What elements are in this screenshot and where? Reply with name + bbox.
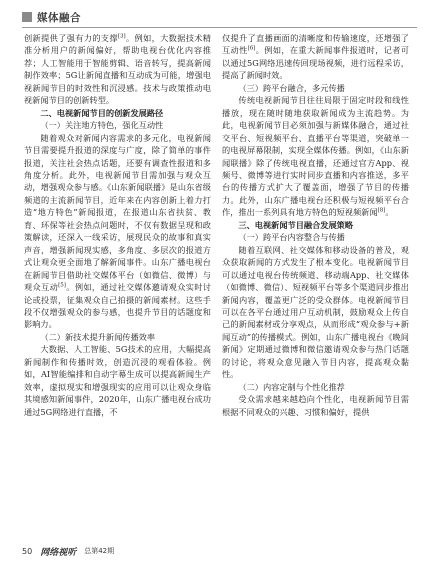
page-number: 50: [22, 546, 33, 556]
subsection-heading: （一）关注地方特色，强化互动性: [40, 120, 164, 131]
citation-ref: [6]: [247, 45, 256, 52]
page-header: [0, 0, 427, 28]
page-footer: [22, 544, 114, 558]
citation-ref: [8]: [377, 207, 386, 214]
left-column: [24, 32, 211, 418]
paragraph: 传统电视新闻节目往往局限于固定时段和线性播放，现在随时随地获取新闻成为主流趋势。为此，电视新闻节目必须加强与新媒体融合，通过社交平台、短视频平台、直播平台等渠道，突破单一的电视屏幕限制，实现全媒体传播。例如，《山东新闻联播》除了传统电视直播，还通过官方App、视频号、微博等进行实时同步直播和内容推送，多平台的传播方式扩大了覆盖面，增强了节目的传播力。此外，山东广播电视台还积极与短视频平台合作，推出一系列具有地方特色的短视频新闻[8]。: [222, 95, 409, 218]
section-title: 媒体融合: [37, 12, 81, 24]
paragraph: 随着互联网、社交媒体和移动设备的普及，观众获取新闻的方式发生了根本变化。电视新闻节目可以通过电视台传统频道、移动端App、社交媒体（如微博、微信）、短视频平台等多个渠道同步推出新闻内容，覆盖更广泛的受众群体。电视新闻节目可以在各平台通过用户互动机制，鼓励观众上传自己的新闻素材或分享观点，从而形成“观众参与+新闻互动”的传播模式。例如，山东广播电视台《晚间新闻》定期通过微博和微信邀请观众参与热门话题的讨论，将观众意见融入节目内容，提高观众黏性。: [222, 244, 409, 380]
subsection-heading: （一）跨平台内容整合与传播: [238, 232, 345, 243]
section-marker-square: [22, 12, 32, 22]
section-heading: 二、电视新闻节目的创新发展路径: [40, 107, 164, 118]
paragraph: 受众需求越来越趋向个性化，电视新闻节目需根据不同观众的兴趣、习惯和偏好，提供: [222, 394, 409, 417]
paragraph: 大数据、人工智能、5G技术的应用，大幅提高新闻制作和传播时效，创造沉浸的观看体验。例如，AI智能编排和自动字幕生成可以提高新闻生产效率，虚拟现实和增强现实的应用可以让观众身临其境感知新闻事件，2020年，山东广播电视台成功通过5G网络进行直播，不: [24, 344, 211, 417]
right-column: [222, 32, 409, 418]
magazine-logo: 网络视听: [40, 547, 77, 558]
paragraph: 随着观众对新闻内容需求的多元化，电视新闻节目需要提升报道的深度与广度，除了简单的事件报道，关注社会热点话题，还要有调查性报道和多角度分析。此外，电视新闻节目需加强与观众互动，增强观众参与感。《山东新闻联播》是山东省级频道的主流新闻节目，近年来在内容创新上着力打造“地方特色”新闻报道，在报道山东省扶贫、教育、环保等社会热点问题时，不仅有数据呈现和政策解读，还深入一线采访，展现民众的故事和真实声音，增强新闻现实感，多角度、多层次的报道方式让观众更全面地了解新闻事件。山东广播电视台在新闻节目借助社交媒体平台（如微信、微博）与观众互动[5]。例如，通过社交媒体邀请观众实时讨论或投票，征集观众自己拍摄的新闻素材。这些手段不仅增强观众的参与感，也提升节目的话题度和影响力。: [24, 132, 211, 330]
paragraph: 仅提升了直播画面的清晰度和传输速度，还增强了互动性[6]。例如，在重大新闻事件报道时，记者可以通过5G网络迅速传回现场视频，进行远程采访，提高了新闻时效。: [222, 33, 409, 81]
header-divider: [22, 27, 417, 28]
subsection-heading: （二）内容定制与个性化推荐: [238, 381, 345, 392]
subsection-heading: （二）新技术提升新闻传播效率: [40, 331, 156, 342]
citation-ref: [5]: [58, 282, 66, 289]
citation-ref: [3]: [117, 33, 126, 40]
subsection-heading: （三）跨平台融合，多元传播: [238, 82, 345, 93]
paragraph: 创新提供了强有力的支撑[3]。例如，大数据技术精准分析用户的新闻偏好，帮助电视台优化内容推荐；人工智能用于智能剪辑、语音转写，提高新闻制作效率；5G让新闻直播和互动成为可能，增强电视新闻节目的时效性和沉浸感。技术与政策推动电视新闻节目的创新转型。: [24, 33, 211, 106]
section-heading: 三、电视新闻节目融合发展策略: [238, 219, 354, 230]
issue-number: 总第42期: [84, 547, 115, 555]
